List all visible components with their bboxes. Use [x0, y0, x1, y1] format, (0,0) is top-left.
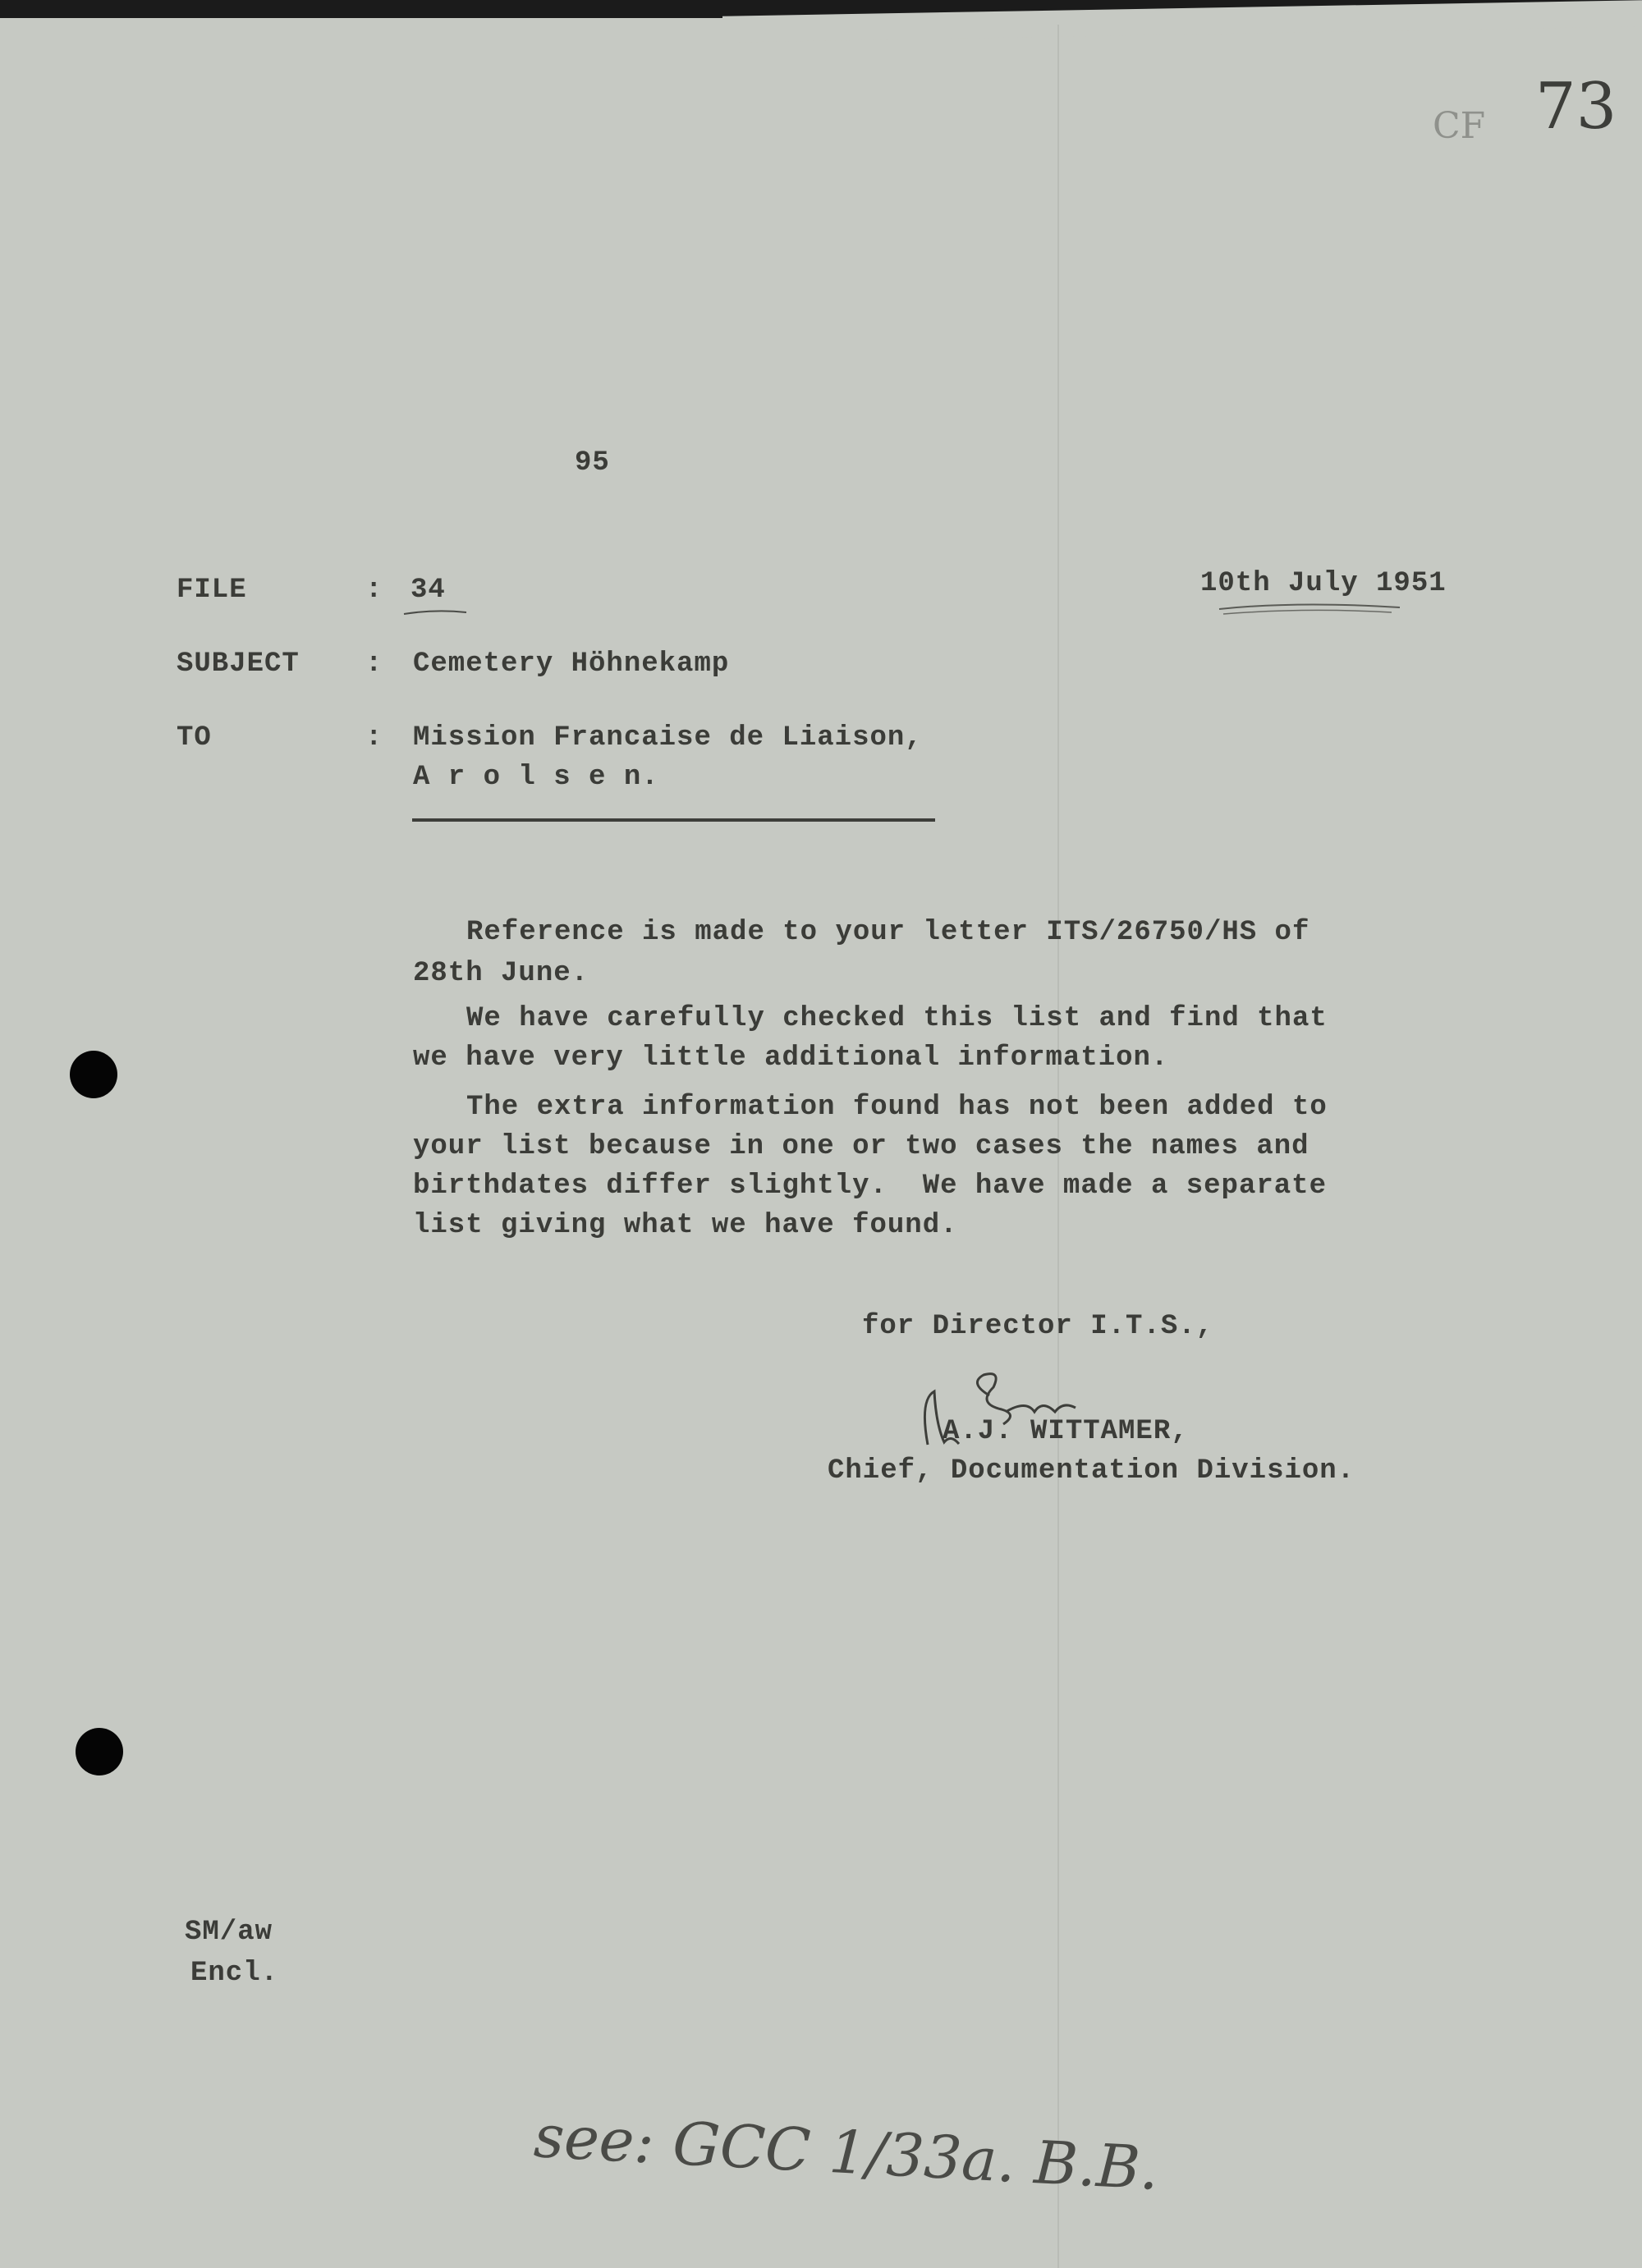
punch-hole-bottom: [76, 1728, 123, 1775]
typist-initials: SM/aw: [185, 1917, 273, 1948]
to-line-2: A r o l s e n.: [413, 762, 659, 793]
file-underline: [402, 607, 468, 617]
page-number: 73: [1535, 70, 1617, 144]
body-p2-line-2: we have very little additional information.: [413, 1042, 1169, 1074]
file-label: FILE: [177, 575, 247, 606]
to-sep: :: [365, 722, 383, 754]
body-p1-line-2: 28th June.: [413, 958, 589, 989]
to-label: TO: [177, 722, 212, 754]
file-sep: :: [365, 575, 383, 606]
enclosure-note: Encl.: [190, 1958, 279, 1989]
subject-label: SUBJECT: [177, 648, 300, 680]
body-p3-line-2: your list because in one or two cases the names and: [413, 1131, 1309, 1162]
date: 10th July 1951: [1200, 568, 1447, 599]
punch-hole-top: [70, 1051, 117, 1098]
body-p3-line-4: list giving what we have found.: [413, 1210, 958, 1241]
date-underline: [1215, 599, 1404, 619]
address-rule: [412, 818, 935, 822]
to-line-1: Mission Francaise de Liaison,: [413, 722, 923, 754]
body-p2-line-1: We have carefully checked this list and find that: [466, 1003, 1328, 1034]
closing-title: Chief, Documentation Division.: [828, 1455, 1355, 1487]
corner-mark: CF: [1433, 105, 1486, 147]
file-value: 34: [410, 575, 446, 606]
closing-name: A.J. WITTAMER,: [943, 1416, 1189, 1447]
subject-sep: :: [365, 648, 383, 680]
body-p1-line-1: Reference is made to your letter ITS/26750/HS of: [466, 917, 1310, 948]
subject-value: Cemetery Höhnekamp: [413, 648, 730, 680]
handwritten-reference: see: GCC 1/33a. B.B.: [532, 2101, 1161, 2203]
closing-for-line: for Director I.T.S.,: [862, 1311, 1214, 1342]
body-p3-line-3: birthdates differ slightly. We have made a separate: [413, 1171, 1327, 1202]
scan-edge: [0, 0, 1642, 18]
serial-number: 95: [575, 447, 610, 479]
body-p3-line-1: The extra information found has not been added to: [466, 1092, 1328, 1123]
